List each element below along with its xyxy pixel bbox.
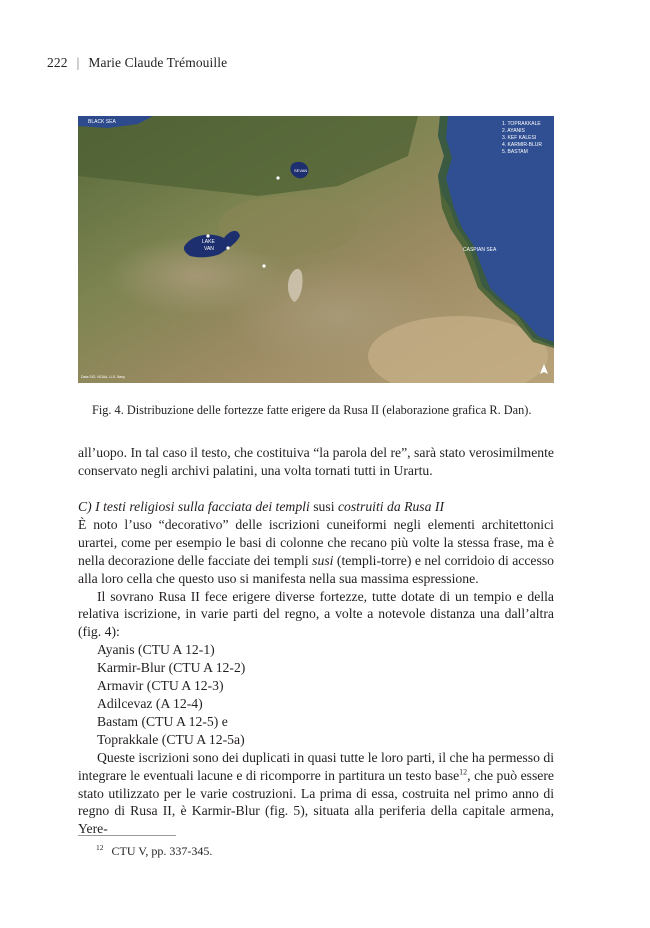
label-lake-van: LAKE <box>202 239 215 245</box>
paragraph-text: Queste iscrizioni sono dei duplicati in quasi tutte le loro parti, il che ha permesso di integrare le eventuali lacune e di ricomporre in partitura un testo base <box>78 749 554 783</box>
heading-part-2: susi <box>309 499 338 514</box>
paragraph-2 <box>78 516 554 588</box>
list-item: Toprakkale (CTU A 12-5a) <box>97 731 245 747</box>
satellite-map-figure <box>78 116 554 383</box>
fortress-marker <box>226 246 229 249</box>
list-item: Bastam (CTU A 12-5) e <box>97 713 228 729</box>
list-item: Karmir-Blur (CTU A 12-2) <box>97 660 246 676</box>
legend-item: 3. KEF KALESI <box>502 135 537 141</box>
list-item: Armavir (CTU A 12-3) <box>97 678 224 694</box>
header-separator: | <box>76 55 80 70</box>
label-sevan: SEVAN <box>294 168 308 173</box>
legend-item: 2. AYANIS <box>502 128 525 134</box>
footnote-divider <box>78 835 176 836</box>
label-black-sea: BLACK SEA <box>88 119 116 125</box>
footnote-text: CTU V, pp. 337-345. <box>111 844 213 858</box>
footnote-reference[interactable]: 12 <box>459 767 468 777</box>
label-lake-van: VAN <box>204 246 214 252</box>
legend-item: 1. TOPRAKKALE <box>502 121 541 127</box>
italic-term: susi <box>312 552 334 568</box>
fortress-marker <box>262 264 265 267</box>
fortress-marker <box>206 234 209 237</box>
section-c <box>78 498 554 838</box>
footnote <box>96 843 212 859</box>
label-caspian-sea: CASPIAN SEA <box>463 247 497 253</box>
map-image <box>78 116 554 383</box>
paragraph-text: (templi-torre) e nel corridoio di accesso alla loro cella che questo uso si manifesta nella sua massima espressione. <box>78 552 555 586</box>
footnote-number: 12 <box>96 843 104 852</box>
terrain-shading <box>218 196 358 256</box>
figure-caption: Fig. 4. Distribuzione delle fortezze fatte erigere da Rusa II (elaborazione grafica R. Dan). <box>92 403 532 417</box>
paragraph-4 <box>78 749 554 839</box>
heading-part-1: C) I testi religiosi sulla facciata dei templi <box>78 499 310 514</box>
map-attribution: Data SIO, NOAA, U.S. Navy <box>81 375 125 379</box>
running-head <box>47 55 227 71</box>
author-name: Marie Claude Trémouille <box>88 55 228 70</box>
section-heading <box>78 498 554 516</box>
paragraph-text: all’uopo. In tal caso il testo, che costituiva “la parola del re”, sarà stato verosimilmente conservato negli archivi palatini, una volta tornati tutti in Urartu. <box>78 445 554 478</box>
fortress-marker <box>276 176 279 179</box>
paragraph-text: È noto l’uso “decorativo” delle iscrizioni cuneiformi negli elementi architettonici urartei, come per esempio le basi di colonne che recano più volte la stessa frase, ma è nella decorazione delle facciate dei templi <box>78 516 554 568</box>
paragraph-3: Il sovrano Rusa II fece erigere diverse fortezze, tutte dotate di un tempio e della relativa iscrizione, in varie parti del regno, a volte a notevole distanza una dall’altra (fig. 4): <box>78 588 554 640</box>
list-item: Ayanis (CTU A 12-1) <box>97 642 215 658</box>
list-item: Adilcevaz (A 12-4) <box>97 695 203 711</box>
heading-part-3: costruiti da Rusa II <box>337 499 445 514</box>
legend-item: 4. KARMIR-BLUR <box>502 142 543 148</box>
paragraph-1 <box>78 444 554 480</box>
legend-item: 5. BASTAM <box>502 149 528 155</box>
paragraph-text: , che può essere stato utilizzato per le varie costruzioni. La prima di essa, costruita nel primo anno di regno di Rusa II, è Karmir-Blur (fig. 5), situata alla periferia della capitale armena, Yere- <box>78 767 555 837</box>
page-number: 222 <box>47 55 68 70</box>
